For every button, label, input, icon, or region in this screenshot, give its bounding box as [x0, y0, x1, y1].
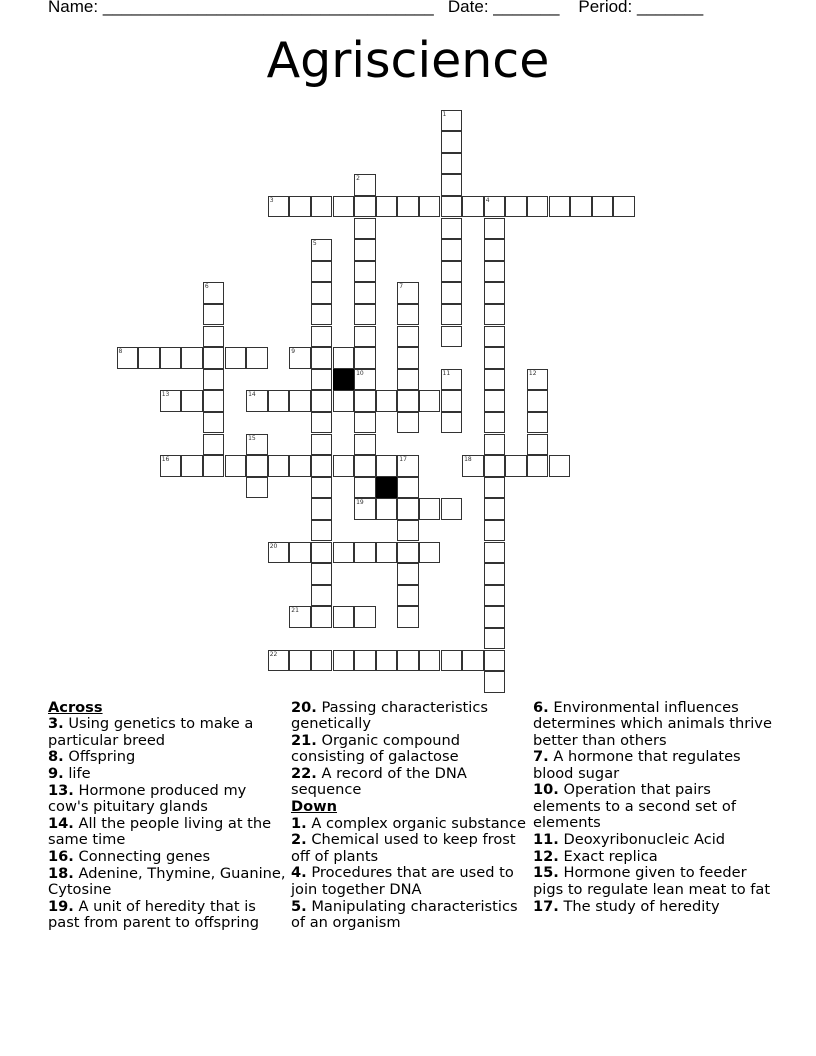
grid-cell[interactable] [203, 347, 225, 369]
grid-cell[interactable] [311, 304, 333, 326]
grid-cell[interactable] [268, 390, 290, 412]
grid-cell[interactable] [225, 455, 247, 477]
grid-cell[interactable] [225, 347, 247, 369]
clue-number: 19 [356, 499, 364, 507]
grid-cell[interactable] [484, 628, 506, 650]
grid-cell[interactable] [527, 455, 549, 477]
grid-cell[interactable] [311, 412, 333, 434]
grid-cell[interactable] [484, 369, 506, 391]
grid-cell[interactable] [527, 369, 549, 391]
clue-down-7: 7. A hormone that regulates blood sugar [533, 748, 741, 782]
grid-cell[interactable] [441, 498, 463, 520]
clue-down-6: 6. Environmental influences determines which animals thrive better than others [533, 699, 772, 749]
grid-cell[interactable] [246, 477, 268, 499]
clue-number: 5 [312, 240, 317, 248]
black-cell [376, 477, 398, 499]
clue-across-22: 22. A record of the DNA sequence [291, 765, 467, 799]
grid-cell[interactable] [376, 542, 398, 564]
grid-cell[interactable] [441, 326, 463, 348]
grid-cell[interactable] [181, 347, 203, 369]
clue-across-21: 21. Organic compound consisting of galactose [291, 732, 461, 766]
grid-cell[interactable] [505, 196, 527, 218]
grid-cell[interactable] [397, 326, 419, 348]
grid-cell[interactable] [354, 650, 376, 672]
grid-cell[interactable] [203, 390, 225, 412]
grid-cell[interactable] [311, 498, 333, 520]
clue-down-15: 15. Hormone given to feeder pigs to regulate lean meat to fat [533, 864, 771, 898]
grid-cell[interactable] [354, 412, 376, 434]
grid-cell[interactable] [527, 196, 549, 218]
grid-cell[interactable] [203, 326, 225, 348]
grid-cell[interactable] [441, 218, 463, 240]
clue-down-1: 1. A complex organic substance [291, 814, 526, 832]
clue-down-10: 10. Operation that pairs elements to a second set of elements [533, 781, 736, 832]
grid-cell[interactable] [311, 196, 333, 218]
grid-cell[interactable] [484, 606, 506, 628]
grid-cell[interactable] [419, 650, 441, 672]
grid-cell[interactable] [354, 606, 376, 628]
grid-cell[interactable] [268, 650, 290, 672]
grid-cell[interactable] [311, 326, 333, 348]
grid-cell[interactable] [613, 196, 635, 218]
student-info-header [48, 0, 703, 17]
clue-across-20: 20. Passing characteristics genetically [291, 699, 488, 733]
grid-cell[interactable] [354, 477, 376, 499]
grid-cell[interactable] [333, 650, 355, 672]
grid-cell[interactable] [376, 650, 398, 672]
grid-cell[interactable] [441, 369, 463, 391]
clue-number: 14 [248, 391, 256, 399]
clue-across-19: 19. A unit of heredity that is past from parent to offspring [48, 898, 259, 932]
grid-cell[interactable] [354, 196, 376, 218]
grid-cell[interactable] [354, 174, 376, 196]
grid-cell[interactable] [549, 455, 571, 477]
clue-number: 3 [269, 196, 274, 204]
grid-cell[interactable] [376, 390, 398, 412]
grid-cell[interactable] [484, 390, 506, 412]
grid-cell[interactable] [333, 390, 355, 412]
grid-cell[interactable] [354, 282, 376, 304]
grid-cell[interactable] [484, 434, 506, 456]
clue-down-5: 5. Manipulating characteristics of an organism [291, 897, 518, 931]
grid-cell[interactable] [484, 412, 506, 434]
grid-cell[interactable] [311, 650, 333, 672]
grid-cell[interactable] [311, 606, 333, 628]
grid-cell[interactable] [203, 282, 225, 304]
grid-cell[interactable] [397, 282, 419, 304]
grid-cell[interactable] [441, 390, 463, 412]
clue-across-3: 3. Using genetics to make a particular breed [48, 715, 254, 749]
grid-cell[interactable] [549, 196, 571, 218]
grid-cell[interactable] [441, 153, 463, 175]
clue-number: 18 [464, 456, 472, 464]
grid-cell[interactable] [441, 304, 463, 326]
grid-cell[interactable] [397, 477, 419, 499]
crossword-grid [117, 110, 657, 700]
grid-cell[interactable] [354, 304, 376, 326]
grid-cell[interactable] [484, 563, 506, 585]
clue-across-16: 16. Connecting genes [48, 848, 211, 866]
grid-cell[interactable] [505, 455, 527, 477]
clue-number: 11 [442, 369, 451, 377]
grid-cell[interactable] [484, 261, 506, 283]
grid-cell[interactable] [354, 434, 376, 456]
grid-cell[interactable] [484, 542, 506, 564]
grid-cell[interactable] [203, 369, 225, 391]
grid-cell[interactable] [333, 606, 355, 628]
grid-cell[interactable] [311, 347, 333, 369]
grid-cell[interactable] [484, 304, 506, 326]
grid-cell[interactable] [311, 282, 333, 304]
grid-cell[interactable] [419, 542, 441, 564]
grid-cell[interactable] [354, 326, 376, 348]
grid-cell[interactable] [311, 585, 333, 607]
grid-cell[interactable] [397, 347, 419, 369]
grid-cell[interactable] [419, 390, 441, 412]
grid-cell[interactable] [311, 261, 333, 283]
grid-cell[interactable] [397, 369, 419, 391]
grid-cell[interactable] [268, 542, 290, 564]
grid-cell[interactable] [376, 196, 398, 218]
grid-cell[interactable] [311, 563, 333, 585]
clue-across-9: 9. life [48, 765, 91, 783]
grid-cell[interactable] [441, 650, 463, 672]
clue-number: 10 [356, 369, 364, 377]
grid-cell[interactable] [376, 498, 398, 520]
grid-cell[interactable] [419, 196, 441, 218]
grid-cell[interactable] [484, 477, 506, 499]
grid-cell[interactable] [527, 390, 549, 412]
grid-cell[interactable] [311, 239, 333, 261]
grid-cell[interactable] [397, 650, 419, 672]
grid-cell[interactable] [354, 455, 376, 477]
name-blank[interactable]: ___________________________________ [102, 0, 434, 16]
grid-cell[interactable] [484, 218, 506, 240]
clue-number: 1 [442, 110, 447, 118]
period-blank[interactable]: _______ [636, 0, 704, 16]
grid-cell[interactable] [441, 196, 463, 218]
grid-cell[interactable] [289, 196, 311, 218]
clue-across-18: 18. Adenine, Thymine, Guanine, Cytosine [48, 864, 286, 899]
grid-cell[interactable] [289, 606, 311, 628]
grid-cell[interactable] [354, 542, 376, 564]
clue-down-11: 11. Deoxyribonucleic Acid [533, 830, 726, 848]
grid-cell[interactable] [484, 347, 506, 369]
clue-down-17: 17. The study of heredity [533, 897, 720, 915]
clue-across-8: 8. Offspring [48, 748, 136, 766]
clue-number: 7 [399, 283, 404, 291]
grid-cell[interactable] [311, 542, 333, 564]
grid-cell[interactable] [354, 347, 376, 369]
grid-cell[interactable] [441, 282, 463, 304]
grid-cell[interactable] [203, 455, 225, 477]
grid-cell[interactable] [462, 650, 484, 672]
black-cell [333, 369, 355, 391]
grid-cell[interactable] [246, 347, 268, 369]
clue-number: 16 [161, 456, 170, 464]
grid-cell[interactable] [311, 390, 333, 412]
grid-cell[interactable] [397, 196, 419, 218]
clue-number: 8 [118, 348, 123, 356]
grid-cell[interactable] [289, 347, 311, 369]
grid-cell[interactable] [181, 455, 203, 477]
grid-cell[interactable] [397, 412, 419, 434]
grid-cell[interactable] [397, 563, 419, 585]
clue-number: 17 [399, 456, 407, 464]
grid-cell[interactable] [484, 239, 506, 261]
grid-cell[interactable] [484, 326, 506, 348]
grid-cell[interactable] [354, 390, 376, 412]
clue-number: 22 [269, 650, 278, 658]
grid-cell[interactable] [311, 477, 333, 499]
clue-number: 2 [356, 175, 360, 183]
grid-cell[interactable] [570, 196, 592, 218]
clue-down-12: 12. Exact replica [533, 847, 658, 865]
grid-cell[interactable] [246, 455, 268, 477]
grid-cell[interactable] [203, 304, 225, 326]
grid-cell[interactable] [138, 347, 160, 369]
grid-cell[interactable] [441, 110, 463, 132]
clue-number: 21 [291, 607, 299, 615]
clue-number: 9 [291, 348, 296, 356]
grid-cell[interactable] [484, 650, 506, 672]
grid-cell[interactable] [484, 498, 506, 520]
grid-cell[interactable] [333, 347, 355, 369]
grid-cell[interactable] [484, 455, 506, 477]
grid-cell[interactable] [527, 412, 549, 434]
grid-cell[interactable] [397, 455, 419, 477]
clue-number: 6 [204, 283, 209, 291]
grid-cell[interactable] [462, 196, 484, 218]
grid-cell[interactable] [397, 542, 419, 564]
clue-number: 13 [161, 391, 170, 399]
grid-cell[interactable] [203, 434, 225, 456]
grid-cell[interactable] [333, 542, 355, 564]
grid-cell[interactable] [397, 606, 419, 628]
grid-cell[interactable] [376, 455, 398, 477]
grid-cell[interactable] [484, 520, 506, 542]
clue-across-14: 14. All the people living at the same time [48, 815, 272, 849]
grid-cell[interactable] [397, 585, 419, 607]
grid-cell[interactable] [160, 390, 182, 412]
grid-cell[interactable] [484, 671, 506, 693]
grid-cell[interactable] [354, 498, 376, 520]
grid-cell[interactable] [181, 390, 203, 412]
grid-cell[interactable] [311, 434, 333, 456]
grid-cell[interactable] [527, 434, 549, 456]
grid-cell[interactable] [441, 261, 463, 283]
grid-cell[interactable] [462, 455, 484, 477]
grid-cell[interactable] [333, 196, 355, 218]
grid-cell[interactable] [484, 282, 506, 304]
name-label: Name: [48, 0, 99, 16]
grid-cell[interactable] [311, 455, 333, 477]
grid-cell[interactable] [268, 455, 290, 477]
grid-cell[interactable] [484, 196, 506, 218]
clues-column-2 [291, 700, 531, 932]
date-label: Date: [447, 0, 489, 16]
grid-cell[interactable] [311, 369, 333, 391]
grid-cell[interactable] [441, 239, 463, 261]
clue-across-13: 13. Hormone produced my cow's pituitary glands [48, 781, 247, 816]
clue-number: 15 [248, 434, 256, 442]
clue-number: 4 [485, 196, 490, 204]
grid-cell[interactable] [354, 239, 376, 261]
grid-cell[interactable] [397, 520, 419, 542]
grid-cell[interactable] [441, 131, 463, 153]
grid-cell[interactable] [354, 261, 376, 283]
grid-cell[interactable] [397, 498, 419, 520]
clue-number: 12 [528, 369, 537, 377]
clue-down-2: 2. Chemical used to keep frost off of plants [291, 831, 516, 865]
grid-cell[interactable] [311, 520, 333, 542]
grid-cell[interactable] [289, 650, 311, 672]
grid-cell[interactable] [289, 455, 311, 477]
grid-cell[interactable] [484, 585, 506, 607]
clue-down-4: 4. Procedures that are used to join together DNA [291, 864, 514, 898]
grid-cell[interactable] [246, 390, 268, 412]
grid-cell[interactable] [397, 304, 419, 326]
puzzle-title: Agriscience [266, 32, 550, 89]
across-heading: Across [48, 699, 103, 716]
grid-cell[interactable] [203, 412, 225, 434]
grid-cell[interactable] [441, 174, 463, 196]
clue-number: 20 [269, 542, 278, 550]
grid-cell[interactable] [419, 498, 441, 520]
grid-cell[interactable] [354, 218, 376, 240]
grid-cell[interactable] [160, 455, 182, 477]
grid-cell[interactable] [160, 347, 182, 369]
date-blank[interactable]: _______ [493, 0, 560, 16]
grid-cell[interactable] [441, 412, 463, 434]
period-label: Period: [578, 0, 633, 16]
grid-cell[interactable] [333, 455, 355, 477]
grid-cell[interactable] [117, 347, 139, 369]
grid-cell[interactable] [289, 390, 311, 412]
grid-cell[interactable] [289, 542, 311, 564]
down-heading: Down [291, 798, 338, 816]
clues-column-1 [48, 700, 288, 932]
grid-cell[interactable] [246, 434, 268, 456]
clues-column-3 [533, 700, 773, 915]
grid-cell[interactable] [397, 390, 419, 412]
grid-cell[interactable] [354, 369, 376, 391]
grid-cell[interactable] [268, 196, 290, 218]
grid-cell[interactable] [592, 196, 614, 218]
